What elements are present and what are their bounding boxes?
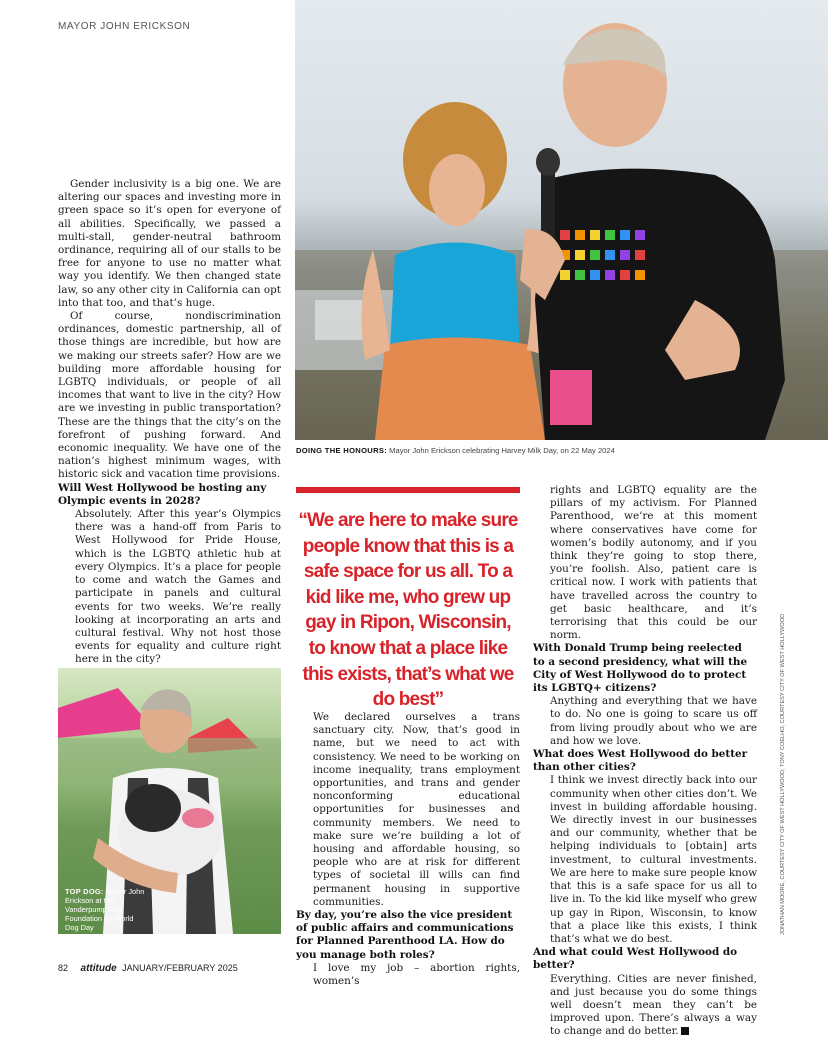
article-column-left [58, 178, 281, 719]
article-paragraph: Of course, nondiscrimination ordinances, domestic partnership, all of those things are incredible, but how are we making our streets safer? How are we building more affordable housing for LGBTQ individuals, or people of all incomes that want to live in the city? How are we investing in public transportation? These are the things that the city’s on the forefront of pushing forward. And economic inequality. We have one of the nation’s highest minimum wages, with historic sick and vacation time provisions. [58, 310, 281, 481]
photo-credit: JONATHAN MOORE, COURTESY CITY OF WEST HOLLYWOOD; TONY COELHO, COURTESY CITY OF WEST HOLLYWOOD [780, 613, 786, 935]
article-paragraph: Gender inclusivity is a big one. We are altering our spaces and investing more in green space so it’s open for everyone of all abilities. Specifically, we passed a multi-stall, gender-neutral bathroom ordinance, requiring all of our stalls to be free for anyone to use no matter what way you identify. We then changed state law, so any other city in California can opt into that too, and that’s huge. [58, 178, 281, 309]
article-paragraph: We declared ourselves a trans sanctuary city. Now, that’s good in name, but we need to act with consistency. We need to be working on income inequality, trans employment opportunities, and trans and gender nonconforming educational opportunities for businesses and community members. We need to make sure we’re building a lot of housing and affordable housing, so people who are at risk for different types of societal ill wills can find permanent housing in supportive communities. [313, 711, 520, 908]
dog-photo-caption [65, 887, 145, 932]
article-paragraph: rights and LGBTQ equality are the pillars of my activism. For Planned Parenthood, we’re at this moment where conservatives have come for women’s bodily autonomy, and if you think they’re going to stop there, you’re foolish. Also, patient care is critical now. I work with patients that have travelled across the country to get basic healthcare, and it’s terrorising that this could be our norm. [550, 484, 757, 642]
dog-photo-caption-text: Mayor John Erickson at the Vanderpump Dog Foundation on World Dog Day [65, 887, 145, 932]
main-photo-caption-label: DOING THE HONOURS: [296, 446, 388, 455]
main-photo-illustration [295, 0, 828, 440]
article-paragraph: Absolutely. After this year’s Olympics there was a hand-off from Paris to West Hollywood for Pride House, which is the LGBTQ athletic hub at every Olympics. It’s a place for people to come and watch the Games and participate in panels and cultural events for two weeks. We’re really looking at incorporating an arts and cultural festival. Why not host those events for equality and culture right here in the city? [75, 508, 281, 666]
article-paragraph: I think we invest directly back into our community when other cities don’t. We invest in building affordable housing. We directly invest in our businesses and our community, whether that be helping individuals to [obtain] arts investment, to cultural investments. We are here to make sure people know that this is a safe space for us all to live in. To the kid like myself who grew up gay in Ripon, Wisconsin, to know that a place like this exists, I think that’s what we do best. [550, 774, 757, 945]
article-paragraph: Anything and everything that we have to do. No one is going to scare us off from living proudly about who we are and how we love. [550, 695, 757, 747]
page-number: 82 [58, 963, 69, 973]
main-photo-caption-text: Mayor John Erickson celebrating Harvey Milk Day, on 22 May 2024 [389, 446, 615, 455]
article-column-middle [296, 711, 520, 988]
pull-quote-rule [296, 487, 520, 493]
dog-photo [58, 668, 281, 934]
interview-question: And what could West Hollywood do better? [533, 946, 738, 972]
page-footer [58, 963, 238, 974]
main-photo [295, 0, 828, 440]
issue-date: JANUARY/FEBRUARY 2025 [122, 963, 238, 973]
pull-quote: “We are here to make sure people know that this is a safe space for us all. To a kid like me, who grew up gay in Ripon, Wisconsin, to know that a place like this exists, that’s what we do best” [298, 510, 518, 711]
interview-question: With Donald Trump being reelected to a second presidency, what will the City of West Hollywood do to protect its LGBTQ+ citizens? [533, 642, 748, 695]
interview-question: By day, you’re also the vice president of public affairs and communications for Planned Parenthood LA. How do you manage both roles? [296, 909, 514, 961]
interview-question: Will West Hollywood be hosting any Olympic events in 2028? [58, 481, 267, 507]
article-paragraph: Everything. Cities are never finished, and just because you do some things well doesn’t mean they can’t be improved upon. There’s always a way to change and do better. [550, 972, 757, 1038]
interview-question: What does West Hollywood do better than other cities? [533, 748, 748, 774]
dog-photo-caption-label: TOP DOG: [65, 887, 104, 896]
end-of-article-icon [681, 1027, 689, 1035]
section-header: MAYOR JOHN ERICKSON [58, 21, 191, 32]
main-photo-caption [296, 446, 615, 455]
article-paragraph: I love my job – abortion rights, women’s [313, 961, 520, 988]
article-column-right [533, 484, 757, 1039]
magazine-logo: attitude [80, 963, 117, 974]
